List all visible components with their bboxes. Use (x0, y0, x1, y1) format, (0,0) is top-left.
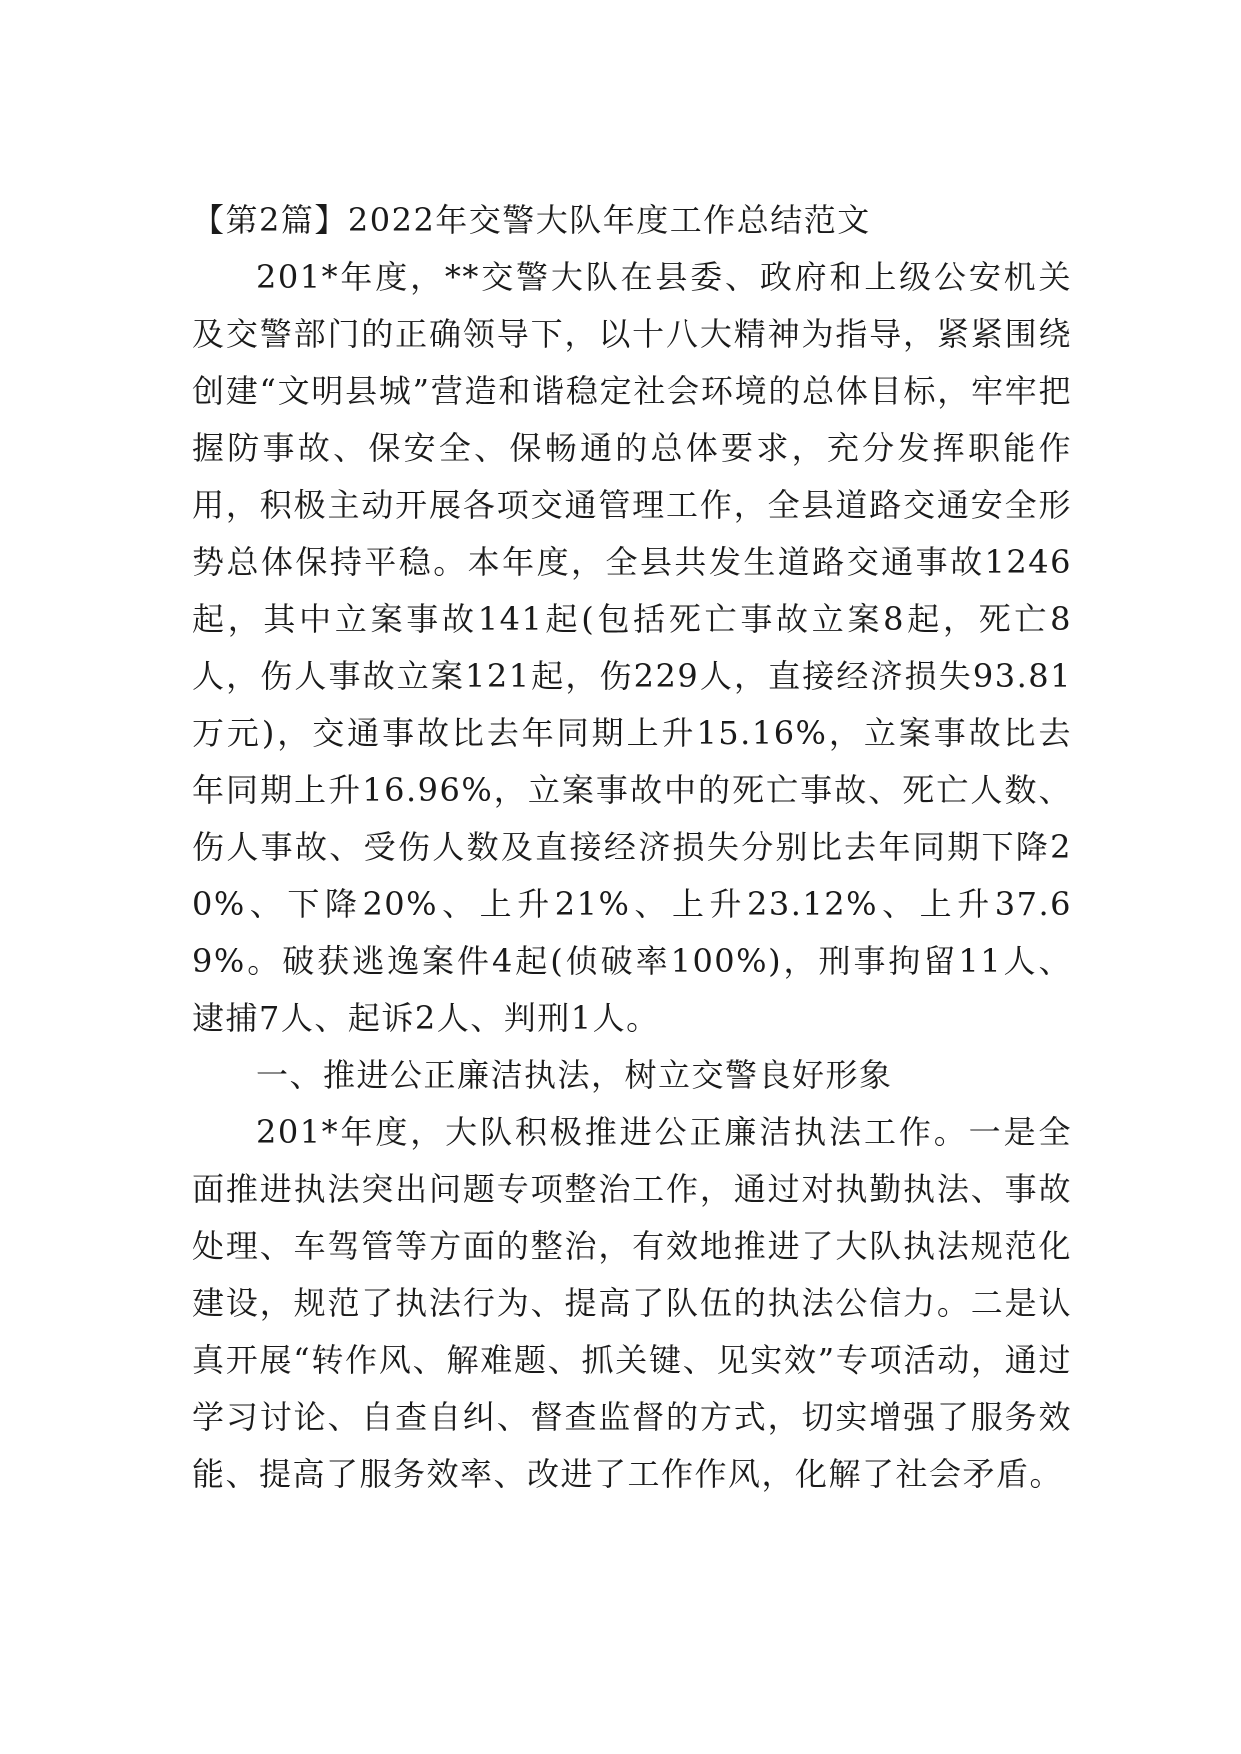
section-heading: 一、推进公正廉洁执法，树立交警良好形象 (256, 1056, 893, 1094)
document-title: 【第2篇】2022年交警大队年度工作总结范文 (192, 201, 871, 239)
document-body (192, 192, 1072, 1503)
section-paragraph: 201*年度，大队积极推进公正廉洁执法工作。一是全面推进执法突出问题专项整治工作，通过对执勤执法、事故处理、车驾管等方面的整治，有效地推进了大队执法规范化建设，规范了执法行为、提高了队伍的执法公信力。二是认真开展“转作风、解难题、抓关键、见实效”专项活动，通过学习讨论、自查自纠、督查监督的方式，切实增强了服务效能、提高了服务效率、改进了工作作风，化解了社会矛盾。 (192, 1113, 1072, 1493)
intro-paragraph: 201*年度，**交警大队在县委、政府和上级公安机关及交警部门的正确领导下，以十八大精神为指导，紧紧围绕创建“文明县城”营造和谐稳定社会环境的总体目标，牢牢把握防事故、保安全、保畅通的总体要求，充分发挥职能作用，积极主动开展各项交通管理工作，全县道路交通安全形势总体保持平稳。本年度，全县共发生道路交通事故1246起，其中立案事故141起(包括死亡事故立案8起，死亡8人，伤人事故立案121起，伤229人，直接经济损失93.81万元)，交通事故比去年同期上升15.16%，立案事故比去年同期上升16.96%，立案事故中的死亡事故、死亡人数、伤人事故、受伤人数及直接经济损失分别比去年同期下降20%、下降20%、上升21%、上升23.12%、上升37.69%。破获逃逸案件4起(侦破率100%)，刑事拘留11人、逮捕7人、起诉2人、判刑1人。 (192, 258, 1072, 1037)
